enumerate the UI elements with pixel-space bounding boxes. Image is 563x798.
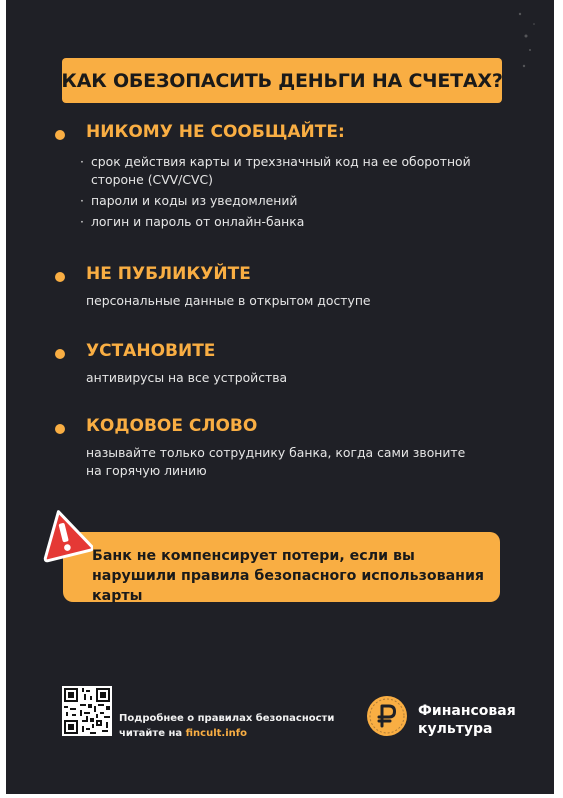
ruble-coin-icon (366, 695, 408, 737)
title-banner (62, 58, 502, 103)
section-bullet-dot (55, 424, 65, 434)
bullet-mark: · (80, 214, 84, 229)
bullet-mark: · (80, 154, 84, 169)
list-item: · пароли и коды из уведомлений (80, 193, 298, 208)
paper-scuff-marks (500, 6, 540, 76)
section-bullet-dot (55, 349, 65, 359)
section-do-not-publish (48, 264, 508, 308)
section-text: персональные данные в открытом доступе (86, 293, 371, 308)
do-not-share-list (80, 153, 471, 234)
section-text: антивирусы на все устройства (86, 370, 288, 385)
page-title: КАК ОБЕЗОПАСИТЬ ДЕНЬГИ НА СЧЕТАХ? (61, 69, 503, 92)
section-text: называйте только сотруднику банка, когда сами звоните на горячую линию (86, 445, 466, 478)
section-install (48, 341, 508, 385)
brand-name: Финансовая культура (418, 703, 516, 737)
warning-box (63, 532, 500, 602)
section-do-not-share (48, 122, 508, 229)
bullet-mark: · (80, 193, 84, 208)
section-bullet-dot (55, 130, 65, 140)
warning-text: Банк не компенсирует потери, если вы нарушили правила безопасного использования карты (92, 548, 485, 604)
section-bullet-dot (55, 272, 65, 282)
section-title: УСТАНОВИТЕ (86, 341, 216, 361)
poster (6, 0, 554, 794)
footer-more-info: Подробнее о правилах безопасности читайте на fincult.info (119, 713, 335, 739)
list-item: · срок действия карты и трехзначный код на ее оборотной стороне (CVV/CVC) (80, 154, 471, 187)
qr-code (62, 686, 112, 736)
section-title: НИКОМУ НЕ СООБЩАЙТЕ: (86, 122, 345, 142)
section-code-word (48, 416, 508, 480)
section-title: КОДОВОЕ СЛОВО (86, 416, 258, 436)
fincult-link[interactable]: fincult.info (185, 728, 247, 739)
warning-triangle-icon (35, 505, 93, 563)
section-title: НЕ ПУБЛИКУЙТЕ (86, 264, 251, 284)
list-item: · логин и пароль от онлайн-банка (80, 214, 305, 229)
